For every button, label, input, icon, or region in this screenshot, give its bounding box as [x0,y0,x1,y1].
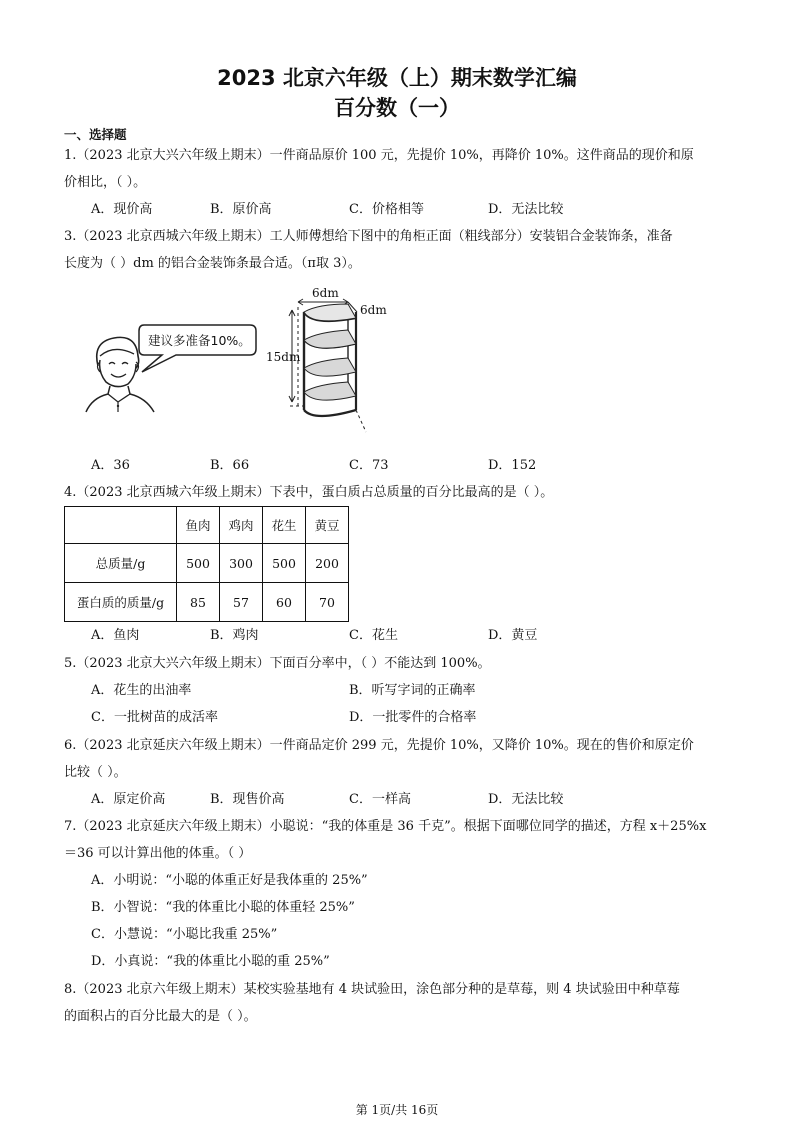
table-cell: 总质量/g [65,544,177,583]
q4-option-d[interactable]: D．黄豆 [488,628,538,643]
table-cell: 500 [177,544,220,583]
q1-option-c[interactable]: C．价格相等 [349,202,424,217]
q6-stem-line1: 6.（2023 北京延庆六年级上期末）一件商品定价 299 元，先提价 10%，又降价 10%。现在的售价和原定价 [64,738,694,753]
q3-option-d[interactable]: D．152 [488,458,537,473]
q8-stem-line1: 8.（2023 北京六年级上期末）某校实验基地有 4 块试验田，涂色部分种的是草莓，则 4 块试验田中种草莓 [64,982,680,997]
q6-stem-line2: 比较（ ）。 [64,765,127,780]
q7-option-d[interactable]: D．小真说：“我的体重比小聪的重 25%” [91,954,330,969]
table-cell: 60 [263,583,306,622]
q4-option-a[interactable]: A．鱼肉 [91,628,140,643]
q6-option-c[interactable]: C．一样高 [349,792,411,807]
table-header-cell [65,507,177,544]
q7-option-a[interactable]: A．小明说：“小聪的体重正好是我体重的 25%” [91,873,368,888]
table-cell: 85 [177,583,220,622]
q1-stem-line2: 价相比，（ ）。 [64,175,147,190]
q7-stem-line1: 7.（2023 北京延庆六年级上期末）小聪说：“我的体重是 36 千克”。根据下面哪位同学的描述，方程 x＋25%x [64,819,707,834]
q3-stem-line1: 3.（2023 北京西城六年级上期末）工人师傅想给下图中的角柜正面（粗线部分）安装铝合金装饰条，准备 [64,229,673,244]
speech-bubble-text: 建议多准备10%。 [148,333,251,348]
dimension-side: 6dm [360,303,387,317]
q4-stem-line1: 4.（2023 北京西城六年级上期末）下表中，蛋白质占总质量的百分比最高的是（ ）。 [64,485,554,500]
q5-option-a[interactable]: A．花生的出油率 [91,683,192,698]
table-cell: 70 [306,583,349,622]
page-subtitle: 百分数（一） [334,96,460,120]
q5-option-b[interactable]: B．听写字词的正确率 [349,683,476,698]
q4-data-table [64,506,349,622]
q3-option-a[interactable]: A．36 [91,458,130,473]
table-header-cell: 花生 [263,507,306,544]
page-title: 2023 北京六年级（上）期末数学汇编 [217,66,577,90]
table-header-row [65,507,349,544]
table-row [65,544,349,583]
table-cell: 200 [306,544,349,583]
table-cell: 57 [220,583,263,622]
table-row [65,583,349,622]
q7-stem-line2: ＝36 可以计算出他的体重。（ ） [64,846,252,861]
table-cell: 500 [263,544,306,583]
q1-option-b[interactable]: B．原价高 [210,202,272,217]
q5-option-c[interactable]: C．一批树苗的成活率 [91,710,218,725]
q6-option-d[interactable]: D．无法比较 [488,792,564,807]
section-heading: 一、选择题 [64,127,127,142]
table-header-cell: 鸡肉 [220,507,263,544]
q7-option-c[interactable]: C．小慧说：“小聪比我重 25%” [91,927,278,942]
q7-option-b[interactable]: B．小智说：“我的体重比小聪的体重轻 25%” [91,900,355,915]
q3-option-b[interactable]: B．66 [210,458,250,473]
q6-option-b[interactable]: B．现售价高 [210,792,285,807]
q5-stem-line1: 5.（2023 北京大兴六年级上期末）下面百分率中，（ ）不能达到 100%。 [64,656,491,671]
table-header-cell: 黄豆 [306,507,349,544]
q1-option-a[interactable]: A．现价高 [91,202,153,217]
table-header-cell: 鱼肉 [177,507,220,544]
q8-stem-line2: 的面积占的百分比最大的是（ ）。 [64,1009,257,1024]
q3-option-c[interactable]: C．73 [349,458,389,473]
q1-option-d[interactable]: D．无法比较 [488,202,564,217]
table-cell: 300 [220,544,263,583]
dimension-height: 15dm [266,350,301,364]
q5-option-d[interactable]: D．一批零件的合格率 [349,710,477,725]
table-cell: 蛋白质的质量/g [65,583,177,622]
q6-option-a[interactable]: A．原定价高 [91,792,166,807]
q4-option-c[interactable]: C．花生 [349,628,398,643]
page-footer: 第 1页/共 16页 [355,1103,439,1117]
q4-option-b[interactable]: B．鸡肉 [210,628,259,643]
dimension-top: 6dm [312,286,339,300]
q3-stem-line2: 长度为（ ）dm 的铝合金装饰条最合适。（π取 3）。 [64,256,361,271]
q1-stem-line1: 1.（2023 北京大兴六年级上期末）一件商品原价 100 元，先提价 10%，再降价 10%。这件商品的现价和原 [64,148,694,163]
